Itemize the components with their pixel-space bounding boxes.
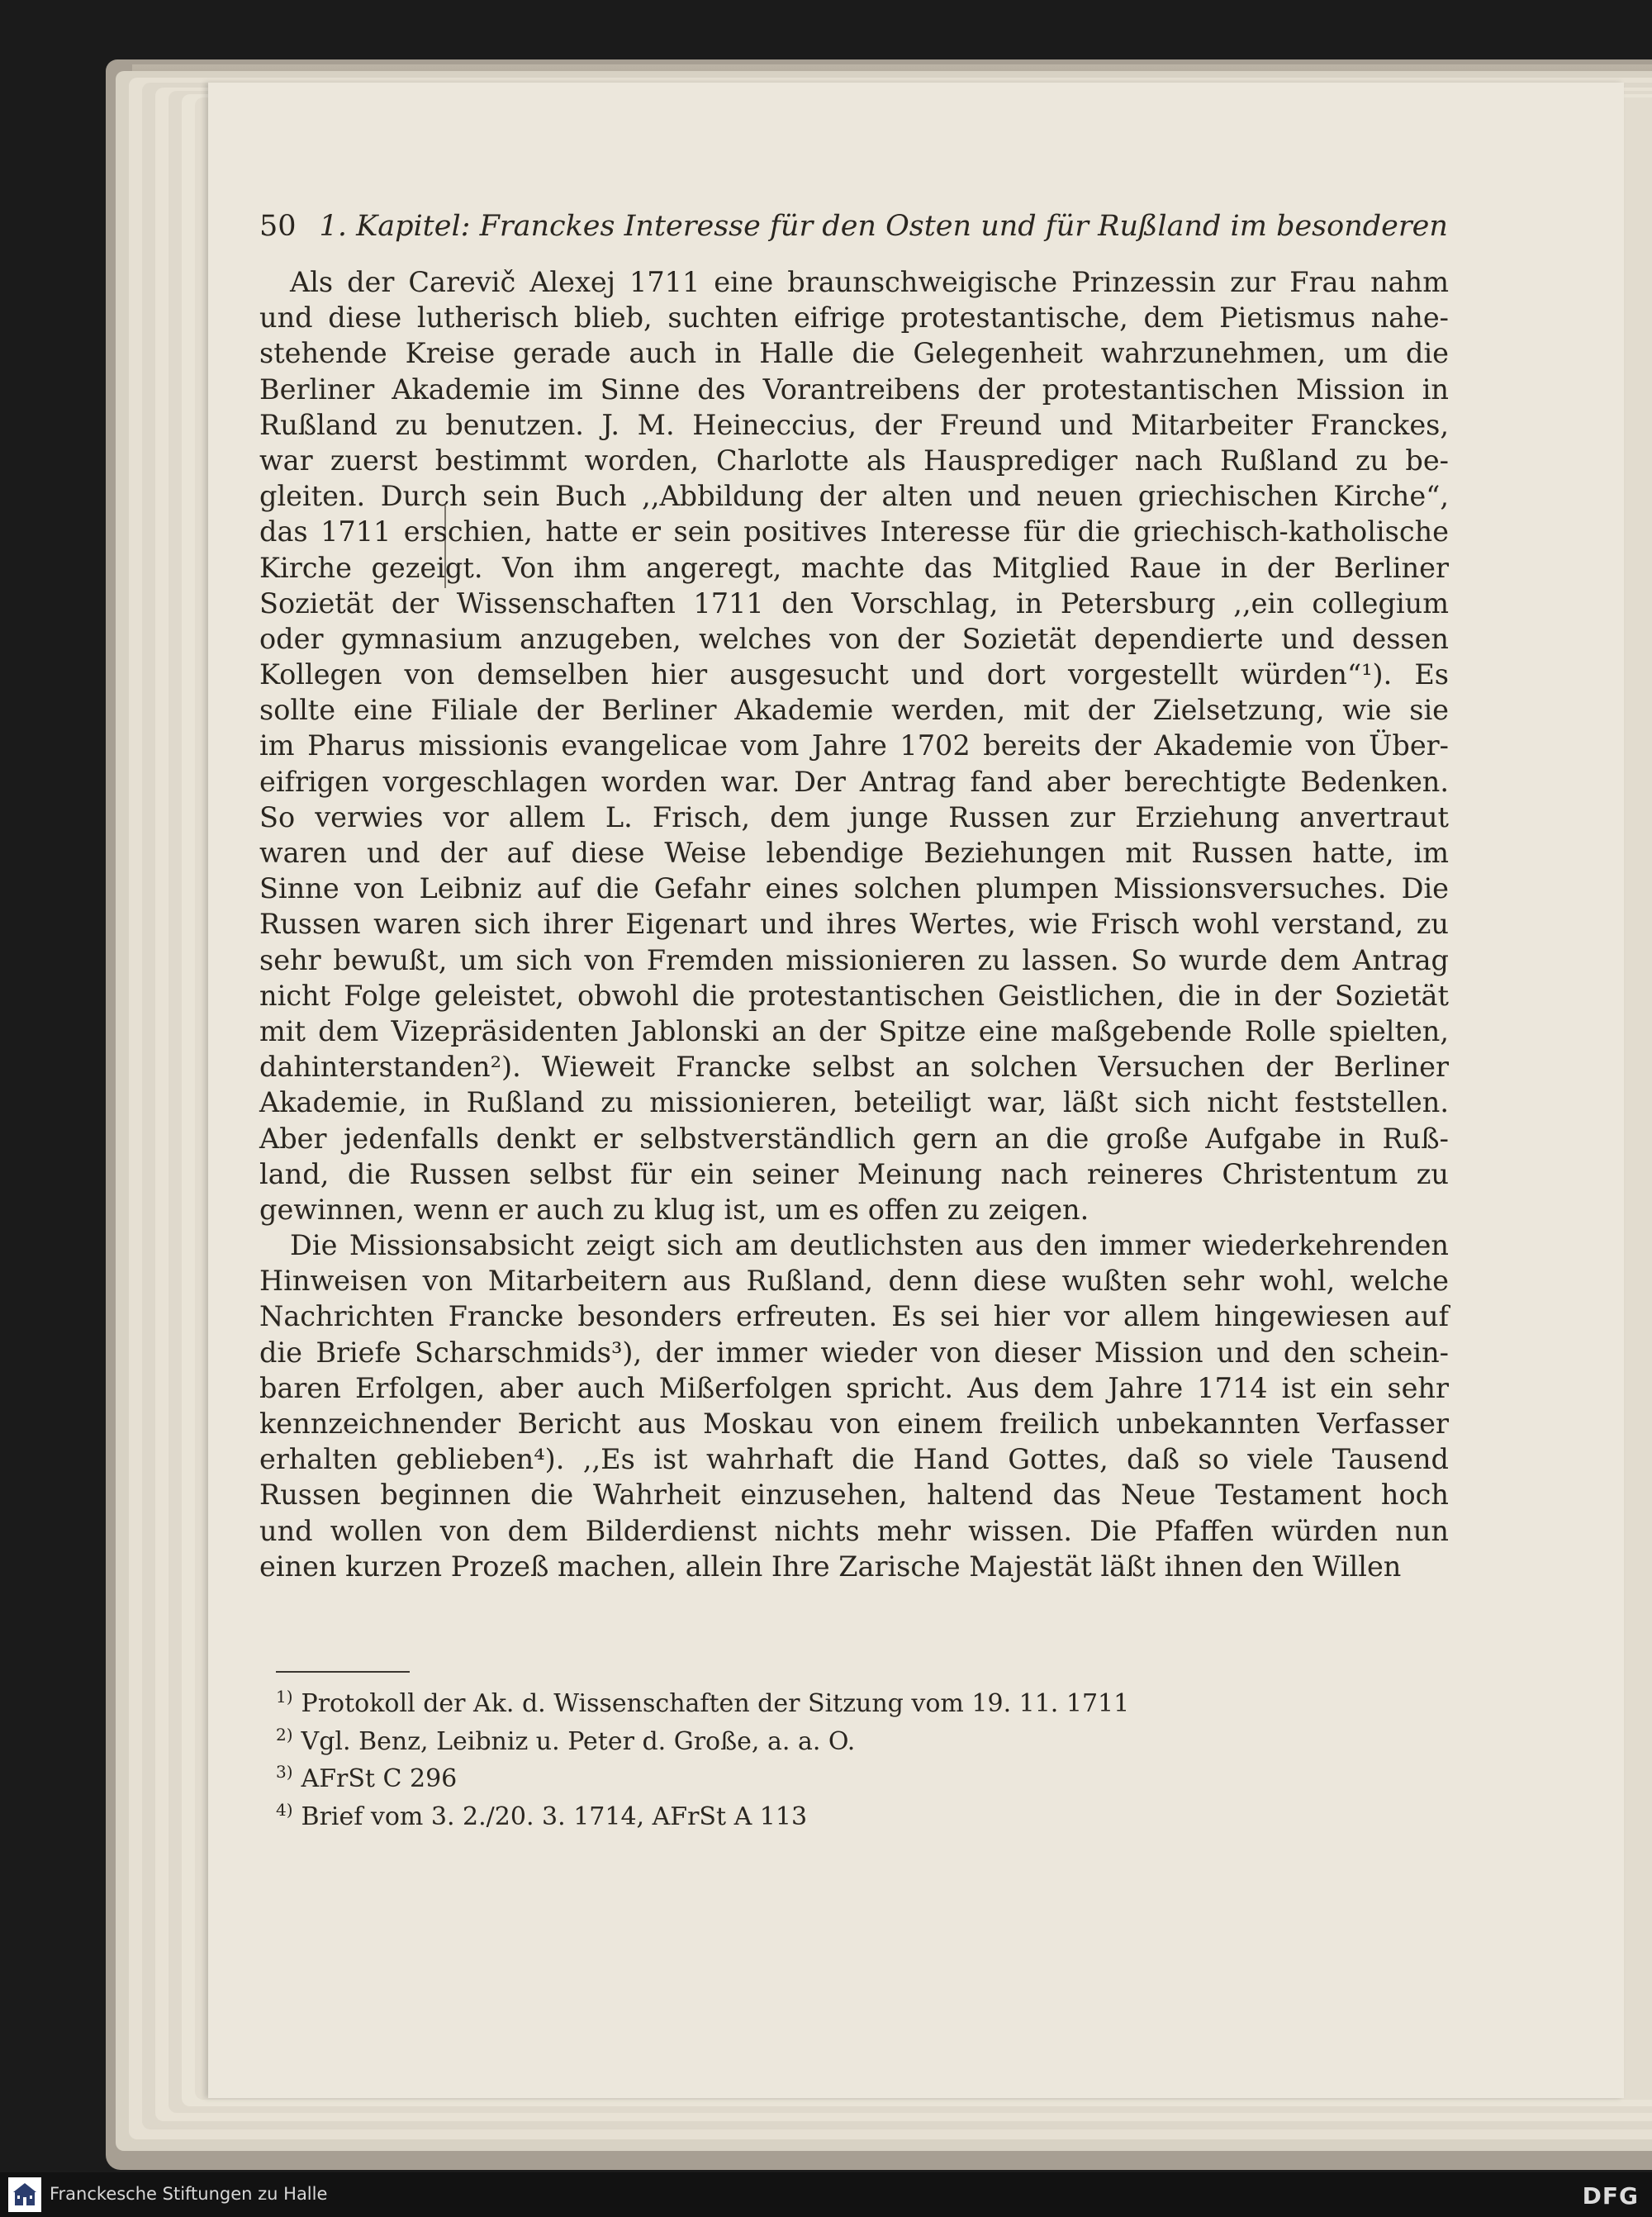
text-line: das 1711 erschien, hatte er sein positives Interesse für die griechisch-katholische xyxy=(259,515,1449,548)
text-line: Nachrichten Francke besonders erfreuten. Es sei hier vor allem hingewiesen auf xyxy=(259,1300,1449,1333)
text-line: Aber jedenfalls denkt er selbstverständlich gern an die große Aufgabe in Ruß- xyxy=(259,1122,1449,1155)
body-text xyxy=(259,264,1449,1584)
building-icon xyxy=(12,2181,38,2209)
running-title: 1. Kapitel: Franckes Interesse für den Osten und für Rußland im besonderen xyxy=(319,210,1448,243)
text-line: dahinterstanden²). Wieweit Francke selbst an solchen Versuchen der Berliner xyxy=(259,1051,1449,1084)
text-line: im Pharus missionis evangelicae vom Jahre 1702 bereits der Akademie von Über- xyxy=(259,729,1449,762)
text-line: stehende Kreise gerade auch in Halle die Gelegenheit wahrzunehmen, um die xyxy=(259,337,1449,370)
footnote-mark: 4) xyxy=(276,1799,293,1820)
footnote xyxy=(276,1795,1350,1833)
text-line: nicht Folge geleistet, obwohl die protestantischen Geistlichen, die in der Sozietät xyxy=(259,979,1449,1012)
text-line: Als der Carevič Alexej 1711 eine braunschweigische Prinzessin zur Frau nahm xyxy=(290,266,1449,298)
text-line: Sozietät der Wissenschaften 1711 den Vorschlag, in Petersburg ,,ein collegium xyxy=(259,586,1449,620)
text-line: Russen beginnen die Wahrheit einzusehen, haltend das Neue Testament hoch xyxy=(259,1479,1449,1512)
text-line: So verwies vor allem L. Frisch, dem junge Russen zur Erziehung anvertraut xyxy=(259,800,1449,833)
text-line: Sinne von Leibniz auf die Gefahr eines solchen plumpen Missionsversuches. Die xyxy=(259,872,1449,905)
text-line: die Briefe Scharschmids³), der immer wieder von dieser Mission und den schein- xyxy=(259,1336,1449,1369)
text-line: eifrigen vorgeschlagen worden war. Der Antrag fand aber berechtigte Bedenken. xyxy=(259,765,1449,798)
footnote-text: Brief vom 3. 2./20. 3. 1714, AFrSt A 113 xyxy=(301,1802,808,1831)
text-line: erhalten geblieben⁴). ,,Es ist wahrhaft die Hand Gottes, daß so viele Tausend xyxy=(259,1443,1449,1476)
text-line: kennzeichnender Bericht aus Moskau von einem freilich unbekannten Verfasser xyxy=(259,1408,1449,1440)
text-line: einen kurzen Prozeß machen, allein Ihre Zarische Majestät läßt ihnen den Willen xyxy=(259,1550,1402,1583)
footnote xyxy=(276,1682,1350,1720)
text-line: oder gymnasium anzugeben, welches von der Sozietät dependierte und dessen xyxy=(259,622,1449,655)
text-line: Hinweisen von Mitarbeitern aus Rußland, denn diese wußten sehr wohl, welche xyxy=(259,1265,1449,1298)
text-line: land, die Russen selbst für ein seiner Meinung nach reineres Christentum zu xyxy=(259,1157,1449,1190)
text-line: Kollegen von demselben hier ausgesucht und dort vorgestellt würden“¹). Es xyxy=(259,658,1449,691)
text-line: Kirche gezeigt. Von ihm angeregt, machte das Mitglied Raue in der Berliner xyxy=(259,551,1449,584)
text-line: mit dem Vizepräsidenten Jablonski an der Spitze eine maßgebende Rolle spielten, xyxy=(259,1014,1449,1047)
running-header xyxy=(259,210,1449,243)
text-line: Die Missionsabsicht zeigt sich am deutlichsten aus den immer wiederkehrenden xyxy=(290,1229,1449,1262)
footnote xyxy=(276,1720,1350,1758)
text-line: und diese lutherisch blieb, suchten eifrige protestantische, dem Pietismus nahe- xyxy=(259,301,1449,335)
text-line: sollte eine Filiale der Berliner Akademie werden, mit der Zielsetzung, wie sie xyxy=(259,694,1449,727)
footnote-text: AFrSt C 296 xyxy=(301,1764,458,1793)
text-line: baren Erfolgen, aber auch Mißerfolgen spricht. Aus dem Jahre 1714 ist ein sehr xyxy=(259,1371,1449,1404)
footnote-mark: 1) xyxy=(276,1687,293,1707)
footnote-text: Vgl. Benz, Leibniz u. Peter d. Große, a. a. O. xyxy=(301,1726,856,1756)
footnotes xyxy=(276,1682,1350,1832)
footnote-mark: 2) xyxy=(276,1724,293,1745)
text-line: sehr bewußt, um sich von Fremden missionieren zu lassen. So wurde dem Antrag xyxy=(259,943,1449,976)
text-line: gleiten. Durch sein Buch ,,Abbildung der alten und neuen griechischen Kirche“, xyxy=(259,480,1449,513)
dfg-logo[interactable]: DFG xyxy=(1582,2182,1639,2210)
institution-name[interactable]: Franckesche Stiftungen zu Halle xyxy=(50,2184,328,2204)
viewer-footer-bar xyxy=(0,2172,1652,2217)
text-line: Russen waren sich ihrer Eigenart und ihres Wertes, wie Frisch wohl verstand, zu xyxy=(259,908,1449,941)
text-line: war zuerst bestimmt worden, Charlotte als Hausprediger nach Rußland zu be- xyxy=(259,444,1449,477)
franckesche-stiftungen-logo-icon[interactable] xyxy=(8,2177,41,2212)
footnote xyxy=(276,1757,1350,1795)
text-line: gewinnen, wenn er auch zu klug ist, um es offen zu zeigen. xyxy=(259,1193,1089,1226)
text-line: Akademie, in Rußland zu missionieren, beteiligt war, läßt sich nicht feststellen. xyxy=(259,1086,1449,1119)
page-number: 50 xyxy=(259,210,297,243)
footnote-mark: 3) xyxy=(276,1762,293,1782)
text-line: Rußland zu benutzen. J. M. Heineccius, der Freund und Mitarbeiter Franckes, xyxy=(259,408,1449,441)
text-line: und wollen von dem Bilderdienst nichts mehr wissen. Die Pfaffen würden nun xyxy=(259,1514,1449,1547)
text-line: Berliner Akademie im Sinne des Vorantreibens der protestantischen Mission in xyxy=(259,373,1449,406)
text-line: waren und der auf diese Weise lebendige Beziehungen mit Russen hatte, im xyxy=(259,837,1449,869)
footnote-rule xyxy=(276,1671,410,1673)
footnote-text: Protokoll der Ak. d. Wissenschaften der Sitzung vom 19. 11. 1711 xyxy=(301,1689,1130,1718)
